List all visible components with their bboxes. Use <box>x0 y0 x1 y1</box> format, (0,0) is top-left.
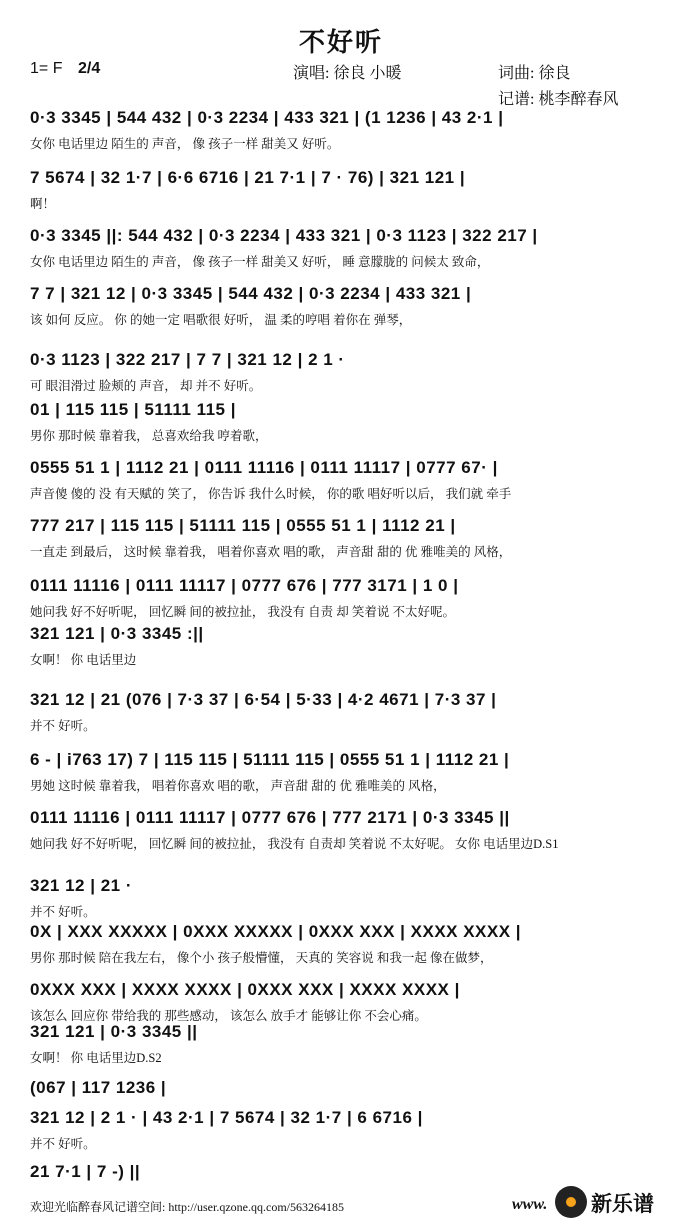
lyrics-line: 女你 电话里边 陌生的 声音， 像 孩子一样 甜美又 好听。 <box>30 137 340 151</box>
lyrics-line: 女啊！ 你 电话里边 <box>30 653 137 667</box>
page-title: 不好听 <box>298 28 383 57</box>
notation-line: 0555 51 1 | 1112 21 | 0111 11116 | 0111 11117 | 0777 67· | <box>30 458 498 477</box>
notation-line: 321 12 | 2 1 · | 43 2·1 | 7 5674 | 32 1·7 | 6 6716 | <box>30 1108 423 1127</box>
notation-line: 321 12 | 21 (076 | 7·3 37 | 6·54 | 5·33 | 4·2 4671 | 7·3 37 | <box>30 690 497 709</box>
lyrics-line: 她问我 好不好听呢， 回忆瞬 间的被拉扯， 我没有 自责 却 笑着说 不太好呢。 <box>30 605 456 619</box>
notation-line: (067 | 117 1236 | <box>30 1078 167 1097</box>
footer-text: 欢迎光临醉春风记谱空间: http://user.qzone.qq.com/563264185 <box>30 1200 344 1214</box>
notation-line: 321 121 | 0·3 3345 :|| <box>30 624 204 643</box>
logo-text: 新乐谱 <box>591 1192 654 1216</box>
notation-line: 777 217 | 115 115 | 51111 115 | 0555 51 1 | 1112 21 | <box>30 516 456 535</box>
lyrics-line: 男她 这时候 靠着我， 唱着你喜欢 唱的歌， 声音甜 甜的 优 雅唯美的 风格， <box>30 779 446 793</box>
singers: 演唱: 徐良 小暖 <box>293 65 402 82</box>
time-signature: 2/4 <box>78 60 101 77</box>
lyrics-line: 啊！ <box>30 197 56 211</box>
notation-line: 0111 11116 | 0111 11117 | 0777 676 | 777 2171 | 0·3 3345 || <box>30 808 510 827</box>
notation-line: 321 121 | 0·3 3345 || <box>30 1022 198 1041</box>
notation-line: 6 - | i763 17) 7 | 115 115 | 51111 115 | 0555 51 1 | 1112 21 | <box>30 750 510 769</box>
record-icon <box>555 1186 587 1218</box>
lyrics-line: 男你 那时候 陪在我左右， 像个小 孩子般懵懂， 天真的 笑容说 和我一起 像在做梦， <box>30 951 493 965</box>
notation-line: 21 7·1 | 7 -) || <box>30 1162 141 1181</box>
composer: 词曲: 徐良 <box>498 65 571 82</box>
lyrics-line: 女啊！ 你 电话里边D.S2 <box>30 1051 162 1065</box>
arranger: 记谱: 桃李醉春风 <box>498 91 619 108</box>
lyrics-line: 男你 那时候 靠着我， 总喜欢给我 哼着歌， <box>30 429 268 443</box>
lyrics-line: 该怎么 回应你 带给我的 那些感动， 该怎么 放手才 能够让你 不会心痛。 <box>30 1009 427 1023</box>
notation-line: 0XXX XXX | XXXX XXXX | 0XXX XXX | XXXX XXXX | <box>30 980 460 999</box>
notation-line: 7 7 | 321 12 | 0·3 3345 | 544 432 | 0·3 2234 | 433 321 | <box>30 284 472 303</box>
lyrics-line: 声音傻 傻的 没 有天赋的 笑了， 你告诉 我什么时候， 你的歌 唱好听以后， 我们就 牵手 <box>30 487 512 501</box>
notation-line: 01 | 115 115 | 51111 115 | <box>30 400 236 419</box>
notation-line: 0·3 3345 ||: 544 432 | 0·3 2234 | 433 321 | 0·3 1123 | 322 217 | <box>30 226 538 245</box>
notation-line: 0111 11116 | 0111 11117 | 0777 676 | 777 3171 | 1 0 | <box>30 576 459 595</box>
lyrics-line: 并不 好听。 <box>30 905 96 919</box>
notation-line: 0·3 1123 | 322 217 | 7 7 | 321 12 | 2 1 · <box>30 350 345 369</box>
notation-line: 0X | XXX XXXXX | 0XXX XXXXX | 0XXX XXX | XXXX XXXX | <box>30 922 522 941</box>
notation-line: 7 5674 | 32 1·7 | 6·6 6716 | 21 7·1 | 7 · 76) | 321 121 | <box>30 168 466 187</box>
notation-line: 321 12 | 21 · <box>30 876 132 895</box>
site-logo <box>545 1184 675 1220</box>
lyrics-line: 一直走 到最后， 这时候 靠着我， 唱着你喜欢 唱的歌， 声音甜 甜的 优 雅唯美的 风格， <box>30 545 512 559</box>
key-signature: 1= F <box>30 60 63 77</box>
lyrics-line: 该 如何 反应。 你 的她一定 唱歌很 好听， 温 柔的哼唱 着你在 弹琴， <box>30 313 412 327</box>
lyrics-line: 并不 好听。 <box>30 1137 96 1151</box>
notation-line: 0·3 3345 | 544 432 | 0·3 2234 | 433 321 | (1 1236 | 43 2·1 | <box>30 108 504 127</box>
lyrics-line: 可 眼泪滑过 脸颊的 声音， 却 并不 好听。 <box>30 379 262 393</box>
lyrics-line: 女你 电话里边 陌生的 声音， 像 孩子一样 甜美又 好听， 睡 意朦胧的 问候太 致命， <box>30 255 490 269</box>
footer-url: www. <box>512 1196 548 1213</box>
lyrics-line: 并不 好听。 <box>30 719 96 733</box>
lyrics-line: 她问我 好不好听呢， 回忆瞬 间的被拉扯， 我没有 自责却 笑着说 不太好呢。 女你 电话里边D.S1 <box>30 837 559 851</box>
